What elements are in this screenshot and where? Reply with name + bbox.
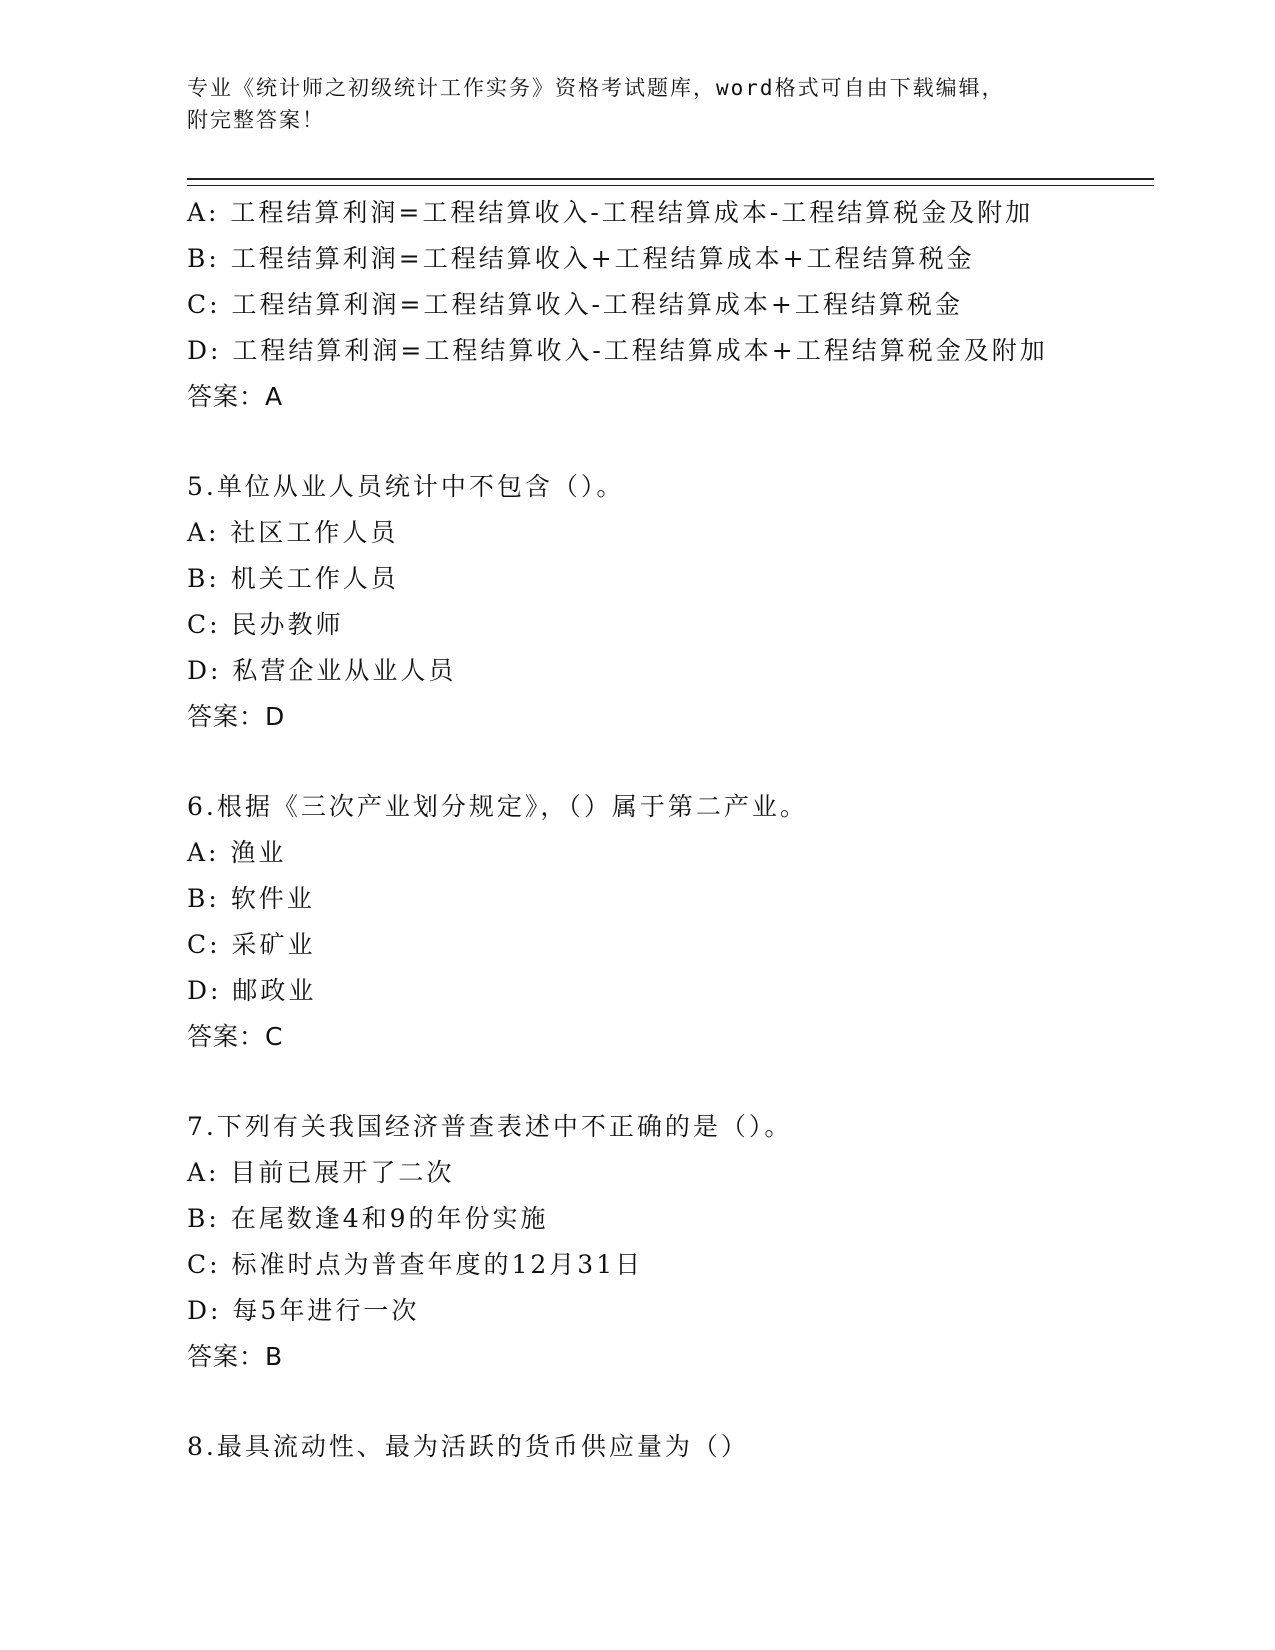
spacer [187, 1060, 1147, 1104]
answer: 答案：B [187, 1342, 284, 1371]
header-line-2: 附完整答案！ [187, 108, 325, 132]
option-b: B: 在尾数逢4和9的年份实施 [187, 1204, 549, 1233]
option-d: D: 邮政业 [187, 976, 317, 1005]
page-header [187, 72, 1147, 136]
answer: 答案：D [187, 702, 286, 731]
option-a: A: 工程结算利润=工程结算收入-工程结算成本-工程结算税金及附加 [187, 198, 1034, 227]
option-c: C: 工程结算利润=工程结算收入-工程结算成本+工程结算税金 [187, 290, 963, 319]
question-text: 5.单位从业人员统计中不包含（）。 [187, 472, 625, 501]
question-list [187, 190, 1147, 1470]
option-c: C: 标准时点为普查年度的12月31日 [187, 1250, 644, 1279]
spacer [187, 1380, 1147, 1424]
question-8 [187, 1424, 1147, 1470]
question-4 [187, 190, 1147, 420]
question-text: 8.最具流动性、最为活跃的货币供应量为（） [187, 1432, 749, 1461]
question-5 [187, 464, 1147, 740]
option-b: B: 软件业 [187, 884, 315, 913]
header-line-1: 专业《统计师之初级统计工作实务》资格考试题库，word格式可自由下载编辑， [187, 76, 1005, 100]
option-b: B: 工程结算利润=工程结算收入+工程结算成本+工程结算税金 [187, 244, 975, 273]
question-text: 7.下列有关我国经济普查表述中不正确的是（）。 [187, 1112, 793, 1141]
question-text: 6.根据《三次产业划分规定》，（）属于第二产业。 [187, 792, 808, 821]
option-d: D: 私营企业从业人员 [187, 656, 457, 685]
question-7 [187, 1104, 1147, 1380]
option-d: D: 工程结算利润=工程结算收入-工程结算成本+工程结算税金及附加 [187, 336, 1048, 365]
option-a: A: 社区工作人员 [187, 518, 399, 547]
spacer [187, 740, 1147, 784]
option-d: D: 每5年进行一次 [187, 1296, 420, 1325]
option-c: C: 民办教师 [187, 610, 344, 639]
question-6 [187, 784, 1147, 1060]
option-a: A: 渔业 [187, 838, 287, 867]
option-a: A: 目前已展开了二次 [187, 1158, 455, 1187]
answer: 答案：A [187, 382, 284, 411]
answer: 答案：C [187, 1022, 284, 1051]
option-c: C: 采矿业 [187, 930, 316, 959]
spacer [187, 420, 1147, 464]
option-b: B: 机关工作人员 [187, 564, 399, 593]
header-divider [187, 178, 1154, 186]
